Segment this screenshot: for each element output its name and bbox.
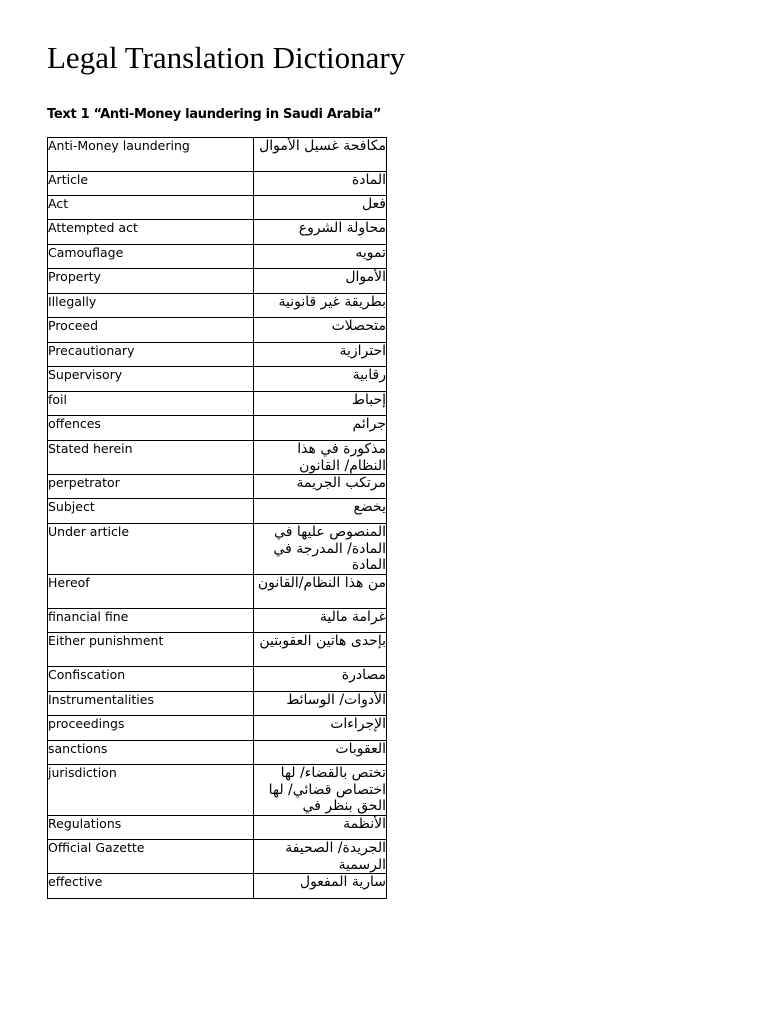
glossary-row — [48, 609, 387, 633]
english-term: Property — [48, 269, 254, 294]
glossary-row — [48, 269, 387, 294]
arabic-term: بطريقة غير قانونية — [254, 294, 387, 318]
glossary-row — [48, 716, 387, 741]
english-term: Camouflage — [48, 245, 254, 269]
english-term: Stated herein — [48, 441, 254, 475]
english-term: proceedings — [48, 716, 254, 741]
glossary-row — [48, 416, 387, 441]
english-term: sanctions — [48, 741, 254, 765]
arabic-term: المادة — [254, 172, 387, 196]
english-term: jurisdiction — [48, 765, 254, 816]
glossary-table — [47, 137, 387, 899]
english-term: Precautionary — [48, 343, 254, 367]
english-term: Supervisory — [48, 367, 254, 392]
english-term: Illegally — [48, 294, 254, 318]
glossary-row — [48, 392, 387, 416]
glossary-row — [48, 475, 387, 499]
arabic-term: من هذا النظام/القانون — [254, 575, 387, 609]
arabic-term: متحصلات — [254, 318, 387, 343]
english-term: Instrumentalities — [48, 692, 254, 716]
english-term: foil — [48, 392, 254, 416]
glossary-row — [48, 220, 387, 245]
glossary-row — [48, 343, 387, 367]
english-term: offences — [48, 416, 254, 441]
arabic-term: الإجراءات — [254, 716, 387, 741]
arabic-term: تمويه — [254, 245, 387, 269]
english-term: Act — [48, 196, 254, 220]
english-term: Official Gazette — [48, 840, 254, 874]
arabic-term: الأموال — [254, 269, 387, 294]
arabic-term: الأدوات/ الوسائط — [254, 692, 387, 716]
arabic-term: سارية المفعول — [254, 874, 387, 899]
glossary-row — [48, 840, 387, 874]
glossary-row — [48, 294, 387, 318]
arabic-term: يخضع — [254, 499, 387, 524]
glossary-row — [48, 441, 387, 475]
page-title: Legal Translation Dictionary — [47, 40, 406, 75]
glossary-row — [48, 816, 387, 840]
english-term: Attempted act — [48, 220, 254, 245]
arabic-term: رقابية — [254, 367, 387, 392]
english-term: effective — [48, 874, 254, 899]
section-subtitle: Text 1 “Anti-Money laundering in Saudi Arabia” — [47, 107, 382, 122]
arabic-term: بإحدى هاتين العقوبتين — [254, 633, 387, 667]
glossary-row — [48, 692, 387, 716]
glossary-row — [48, 196, 387, 220]
glossary-row — [48, 575, 387, 609]
glossary-row — [48, 765, 387, 816]
english-term: Subject — [48, 499, 254, 524]
arabic-term: مرتكب الجريمة — [254, 475, 387, 499]
glossary-row — [48, 667, 387, 692]
glossary-row — [48, 367, 387, 392]
english-term: Anti-Money laundering — [48, 138, 254, 172]
english-term: Hereof — [48, 575, 254, 609]
english-term: Under article — [48, 524, 254, 575]
arabic-term: إحباط — [254, 392, 387, 416]
arabic-term: الجريدة/ الصحيفة الرسمية — [254, 840, 387, 874]
arabic-term: مذكورة في هذا النظام/ القانون — [254, 441, 387, 475]
glossary-row — [48, 874, 387, 899]
arabic-term: الأنظمة — [254, 816, 387, 840]
arabic-term: مصادرة — [254, 667, 387, 692]
glossary-row — [48, 245, 387, 269]
arabic-term: محاولة الشروع — [254, 220, 387, 245]
glossary-row — [48, 741, 387, 765]
english-term: Either punishment — [48, 633, 254, 667]
arabic-term: العقوبات — [254, 741, 387, 765]
glossary-row — [48, 172, 387, 196]
arabic-term: جرائم — [254, 416, 387, 441]
arabic-term: غرامة مالية — [254, 609, 387, 633]
glossary-row — [48, 499, 387, 524]
glossary-row — [48, 138, 387, 172]
arabic-term: احترازية — [254, 343, 387, 367]
arabic-term: فعل — [254, 196, 387, 220]
arabic-term: تختص بالقضاء/ لها اختصاص قضائي/ لها الحق بنظر في — [254, 765, 387, 816]
english-term: perpetrator — [48, 475, 254, 499]
arabic-term: المنصوص عليها في المادة/ المدرجة في المادة — [254, 524, 387, 575]
glossary-body — [48, 138, 387, 899]
english-term: Confiscation — [48, 667, 254, 692]
english-term: Article — [48, 172, 254, 196]
glossary-row — [48, 633, 387, 667]
glossary-row — [48, 524, 387, 575]
glossary-row — [48, 318, 387, 343]
english-term: Regulations — [48, 816, 254, 840]
english-term: Proceed — [48, 318, 254, 343]
arabic-term: مكافحة غسيل الأموال — [254, 138, 387, 172]
english-term: financial fine — [48, 609, 254, 633]
